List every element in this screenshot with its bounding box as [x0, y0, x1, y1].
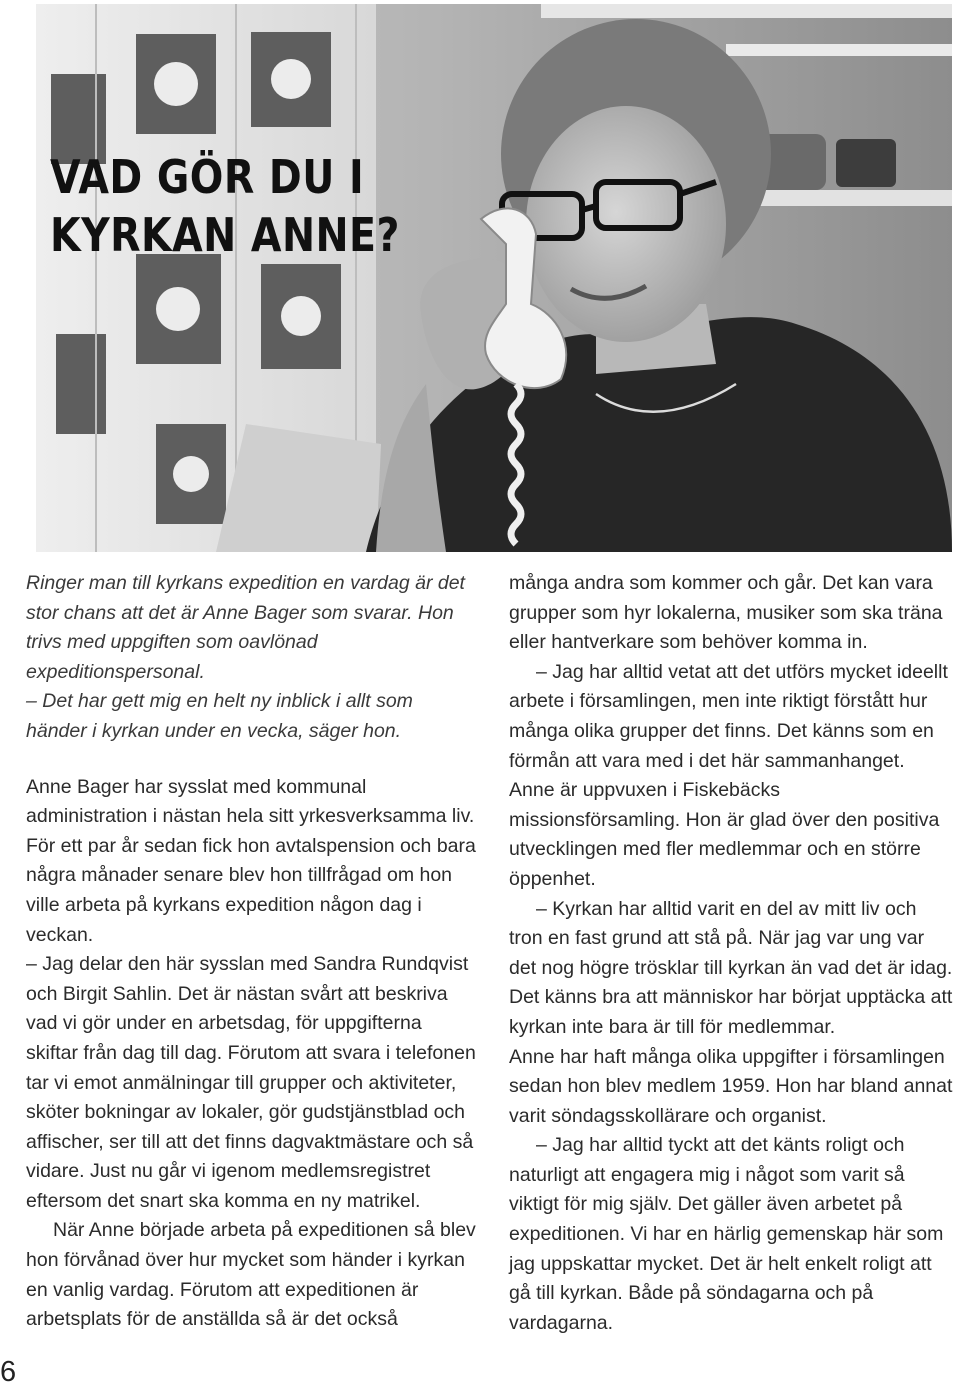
body-quote: – Kyrkan har alltid varit en del av mitt liv och tron en fast grund att stå på. När jag var ung var det nog högre trösklar till kyrkan än vad det är idag. Det känns bra att människor har börjat upptäcka att kyrkan inte bara är till för medlemmar. [509, 897, 953, 1038]
page-title-line-2: KYRKAN ANNE? [50, 208, 400, 262]
body-quote: – Jag har alltid tyckt att det känts roligt och naturligt att engagera mig i något som varit så viktigt för mig själv. Det gäller även arbetet på expeditionen. Vi har en härlig gemenskap här som jag uppskattar mycket. Det är helt enkelt roligt att gå till kyrkan. Både på söndagarna och på vardagarna. [509, 1134, 944, 1334]
body-quote: – Jag delar den här sysslan med Sandra Rundqvist och Birgit Sahlin. Det är nästan svårt att beskriva vad vi gör under en arbetsdag, för uppgifterna skiftar från dag till dag. Förutom att svara i telefonen tar vi emot anmälningar till grupper och aktiviteter, sköter bokningar av lokaler, gör gudstjänstblad och affischer, ser till att det finns dagvaktmästare och så vidare. Just nu går vi igenom medlemsregistret eftersom det snart ska komma en ny matrikel. [26, 953, 476, 1212]
page-number: 6 [0, 1356, 17, 1388]
body-paragraph: Anne har haft många olika uppgifter i församlingen sedan hon blev medlem 1959. Hon har bland annat varit söndagsskollärare och organist. [509, 1045, 953, 1127]
intro-quote: – Det har gett mig en helt ny inblick i allt som händer i kyrkan under en vecka, säger hon. [26, 690, 413, 742]
article-photo [36, 4, 952, 552]
left-column [26, 569, 478, 1335]
paragraph-gap [26, 747, 478, 773]
right-column [509, 569, 955, 1338]
body-paragraph: många andra som kommer och går. Det kan vara grupper som hyr lokalerna, musiker som ska träna eller hantverkare som behöver komma in. [509, 572, 943, 654]
body-paragraph: Anne Bager har sysslat med kommunal administration i nästan hela sitt yrkesverksamma liv. För ett par år sedan fick hon avtalspension och bara några månader senare blev hon tillfrågad om hon ville arbeta på kyrkans expedition någon dag i veckan. [26, 775, 476, 946]
page-title-line-1: VAD GÖR DU I [50, 150, 365, 204]
photo-illustration [36, 4, 952, 552]
body-paragraph: När Anne började arbeta på expeditionen så blev hon förvånad över hur mycket som händer i kyrkan en vanlig vardag. Förutom att expeditionen är arbetsplats för de anställda så är det också [26, 1219, 476, 1331]
page-title [50, 148, 411, 264]
body-quote: – Jag har alltid vetat att det utförs mycket ideellt arbete i församlingen, men inte riktigt förstått hur många olika grupper det finns. Det känns som en förmån att vara med i det här sammanhanget. [509, 660, 948, 772]
body-paragraph: Anne är uppvuxen i Fiskebäcks missionsförsamling. Hon är glad över den positiva utvecklingen med fler medlemmar och en större öppenhet. [509, 779, 940, 890]
intro-paragraph: Ringer man till kyrkans expedition en vardag är det stor chans att det är Anne Bager som svarar. Hon trivs med uppgiften som oavlönad expeditionspersonal. [26, 572, 465, 683]
